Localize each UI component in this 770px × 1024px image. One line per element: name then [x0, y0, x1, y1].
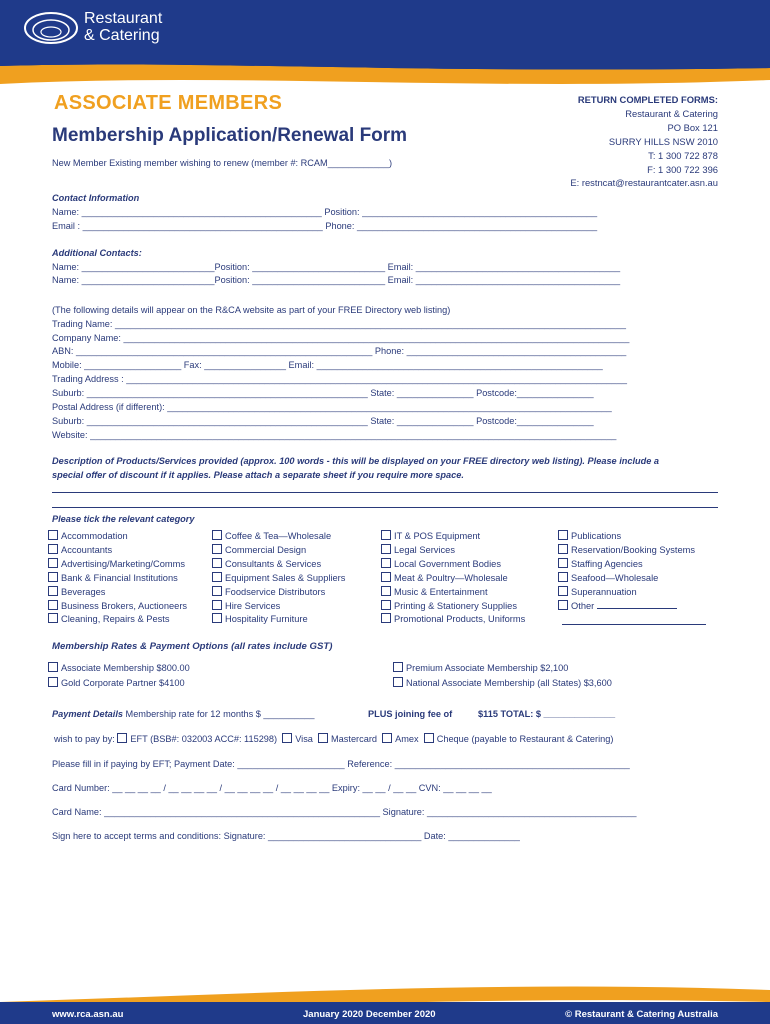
- total-field[interactable]: $115 TOTAL: $ ______________: [478, 709, 616, 719]
- logo-swirl-icon: [22, 8, 80, 48]
- category-item[interactable]: Music & Entertainment: [381, 586, 525, 600]
- category-item[interactable]: Foodservice Distributors: [212, 586, 345, 600]
- category-item[interactable]: Other: [558, 600, 695, 614]
- checkbox[interactable]: [381, 544, 391, 554]
- checkbox[interactable]: [48, 677, 58, 687]
- category-item[interactable]: IT & POS Equipment: [381, 530, 525, 544]
- checkbox[interactable]: [212, 544, 222, 554]
- sign-terms-field[interactable]: Sign here to accept terms and conditions: Signature: ______________________________ Date: ______________: [52, 831, 520, 841]
- checkbox[interactable]: [212, 558, 222, 568]
- category-col-1: [48, 530, 187, 627]
- category-item[interactable]: Bank & Financial Institutions: [48, 572, 187, 586]
- category-item[interactable]: Superannuation: [558, 586, 695, 600]
- category-item[interactable]: Hospitality Furniture: [212, 613, 345, 627]
- checkbox[interactable]: [558, 600, 568, 610]
- directory-note: (The following details will appear on the R&CA website as part of your FREE Directory web listing): [52, 305, 451, 315]
- category-col-2: [212, 530, 345, 627]
- category-item[interactable]: Legal Services: [381, 544, 525, 558]
- associate-members-title: ASSOCIATE MEMBERS: [54, 92, 283, 114]
- category-item[interactable]: Accountants: [48, 544, 187, 558]
- checkbox[interactable]: [48, 600, 58, 610]
- contact-email-field[interactable]: Email : _______________________________________________ Phone: _______________________________________________: [52, 221, 598, 231]
- return-line: F: 1 300 722 396: [647, 164, 718, 175]
- category-item[interactable]: Publications: [558, 530, 695, 544]
- checkbox[interactable]: [393, 662, 403, 672]
- category-item[interactable]: Cleaning, Repairs & Pests: [48, 613, 187, 627]
- trading-name-field[interactable]: Trading Name: ____________________________________________________________________________________________________: [52, 319, 626, 329]
- checkbox[interactable]: [48, 572, 58, 582]
- contact-name-field[interactable]: Name: _______________________________________________ Position: ______________________________________________: [52, 207, 598, 217]
- checkbox[interactable]: [381, 600, 391, 610]
- footer-copyright: © Restaurant & Catering Australia: [565, 1009, 718, 1020]
- checkbox[interactable]: [424, 733, 434, 743]
- trading-address-field[interactable]: Trading Address : __________________________________________________________________________________________________: [52, 374, 627, 384]
- description-text-2: special offer of discount if it applies. Please attach a separate sheet if you require more space.: [52, 470, 464, 480]
- card-number-field[interactable]: Card Number: __ __ __ __ / __ __ __ __ / __ __ __ __ / __ __ __ __ Expiry: __ __ / __ __ CVN: __ __ __ __: [52, 783, 492, 793]
- category-item[interactable]: Promotional Products, Uniforms: [381, 613, 525, 627]
- category-item[interactable]: Staffing Agencies: [558, 558, 695, 572]
- other-field[interactable]: [597, 608, 677, 609]
- payment-details-label: Payment Details: [52, 709, 123, 719]
- return-line: PO Box 121: [667, 122, 718, 133]
- category-item[interactable]: Consultants & Services: [212, 558, 345, 572]
- additional-row-1[interactable]: Name: __________________________Position: __________________________ Email: ________________________________________: [52, 262, 621, 272]
- category-item[interactable]: Advertising/Marketing/Comms: [48, 558, 187, 572]
- footer-date: January 2020 December 2020: [303, 1009, 436, 1020]
- checkbox[interactable]: [558, 558, 568, 568]
- logo-line2: & Catering: [84, 27, 160, 44]
- method-visa[interactable]: Visa: [295, 734, 313, 744]
- category-col-3: [381, 530, 525, 627]
- category-item[interactable]: Reservation/Booking Systems: [558, 544, 695, 558]
- rate-option[interactable]: National Associate Membership (all States) $3,600: [393, 677, 612, 689]
- checkbox[interactable]: [381, 558, 391, 568]
- return-email[interactable]: E: restncat@restaurantcater.asn.au: [570, 177, 718, 188]
- description-line[interactable]: [52, 507, 718, 508]
- category-item[interactable]: Seafood—Wholesale: [558, 572, 695, 586]
- rate-option[interactable]: Premium Associate Membership $2,100: [393, 662, 568, 674]
- checkbox[interactable]: [381, 572, 391, 582]
- postal-address-field[interactable]: Postal Address (if different): _______________________________________________________________________________________: [52, 402, 612, 412]
- category-item[interactable]: Commercial Design: [212, 544, 345, 558]
- category-item[interactable]: Coffee & Tea—Wholesale: [212, 530, 345, 544]
- payment-methods: [54, 733, 613, 745]
- contact-heading: Contact Information: [52, 193, 140, 203]
- website-field[interactable]: Website: _______________________________________________________________________________________________________: [52, 430, 617, 440]
- category-heading: Please tick the relevant category: [52, 514, 195, 524]
- other-field-line[interactable]: [562, 624, 706, 625]
- return-label: RETURN COMPLETED FORMS:: [577, 94, 718, 105]
- checkbox[interactable]: [393, 677, 403, 687]
- checkbox[interactable]: [48, 613, 58, 623]
- category-item[interactable]: Accommodation: [48, 530, 187, 544]
- checkbox[interactable]: [212, 572, 222, 582]
- eft-details-field[interactable]: Please fill in if paying by EFT; Payment Date: _____________________ Reference: ______________________________________________: [52, 759, 630, 769]
- method-cheque[interactable]: Cheque (payable to Restaurant & Catering): [436, 734, 614, 744]
- category-item[interactable]: Meat & Poultry—Wholesale: [381, 572, 525, 586]
- rate-option[interactable]: Gold Corporate Partner $4100: [48, 677, 185, 689]
- checkbox[interactable]: [212, 586, 222, 596]
- category-item[interactable]: Business Brokers, Auctioneers: [48, 600, 187, 614]
- checkbox[interactable]: [212, 530, 222, 540]
- description-text-1: Description of Products/Services provided (approx. 100 words - this will be displayed on your FREE directory web listing). Please include a: [52, 456, 660, 466]
- additional-heading: Additional Contacts:: [52, 248, 142, 258]
- checkbox[interactable]: [48, 662, 58, 672]
- abn-phone-field[interactable]: ABN: __________________________________________________________ Phone: ___________________________________________: [52, 346, 627, 356]
- checkbox[interactable]: [381, 530, 391, 540]
- logo-line1: Restaurant: [84, 10, 163, 27]
- checkbox[interactable]: [48, 530, 58, 540]
- checkbox[interactable]: [117, 733, 127, 743]
- return-line: T: 1 300 722 878: [648, 150, 718, 161]
- card-name-field[interactable]: Card Name: ______________________________________________________ Signature: _________________________________________: [52, 807, 637, 817]
- wish-to-pay-label: wish to pay by:: [54, 734, 115, 744]
- method-amex[interactable]: Amex: [395, 734, 419, 744]
- return-line: SURRY HILLS NSW 2010: [608, 136, 718, 147]
- checkbox[interactable]: [48, 544, 58, 554]
- rate-option[interactable]: Associate Membership $800.00: [48, 662, 190, 674]
- checkbox[interactable]: [558, 544, 568, 554]
- category-item[interactable]: Hire Services: [212, 600, 345, 614]
- checkbox[interactable]: [558, 530, 568, 540]
- description-line[interactable]: [52, 492, 718, 493]
- additional-row-2[interactable]: Name: __________________________Position: __________________________ Email: ________________________________________: [52, 275, 621, 285]
- checkbox[interactable]: [558, 572, 568, 582]
- rates-heading: Membership Rates & Payment Options (all rates include GST): [52, 641, 333, 652]
- method-eft[interactable]: EFT (BSB#: 032003 ACC#: 115298): [130, 734, 278, 744]
- checkbox[interactable]: [381, 586, 391, 596]
- form-title: Membership Application/Renewal Form: [52, 125, 408, 146]
- postal-suburb-field[interactable]: Suburb: _______________________________________________________ State: _______________ Postcode:_______________: [52, 416, 594, 426]
- checkbox[interactable]: [282, 733, 292, 743]
- return-line: Restaurant & Catering: [625, 108, 718, 119]
- category-item[interactable]: Printing & Stationery Supplies: [381, 600, 525, 614]
- checkbox[interactable]: [318, 733, 328, 743]
- category-col-4: [558, 530, 695, 613]
- payment-details[interactable]: Payment Details Membership rate for 12 months $ __________: [52, 709, 315, 719]
- category-item[interactable]: Beverages: [48, 586, 187, 600]
- checkbox[interactable]: [212, 613, 222, 623]
- company-name-field[interactable]: Company Name: ___________________________________________________________________________________________________: [52, 333, 630, 343]
- category-item[interactable]: Local Government Bodies: [381, 558, 525, 572]
- method-mastercard[interactable]: Mastercard: [331, 734, 377, 744]
- suburb-state-field[interactable]: Suburb: _______________________________________________________ State: _______________ Postcode:_______________: [52, 388, 594, 398]
- logo-text: [84, 10, 162, 44]
- footer-website[interactable]: www.rca.asn.au: [52, 1009, 124, 1020]
- checkbox[interactable]: [558, 586, 568, 596]
- checkbox[interactable]: [381, 613, 391, 623]
- member-status-line: New Member Existing member wishing to renew (member #: RCAM____________): [52, 158, 393, 168]
- checkbox[interactable]: [212, 600, 222, 610]
- checkbox[interactable]: [382, 733, 392, 743]
- checkbox[interactable]: [48, 586, 58, 596]
- category-item[interactable]: Equipment Sales & Suppliers: [212, 572, 345, 586]
- joining-fee-label: PLUS joining fee of: [368, 709, 453, 719]
- mobile-fax-email-field[interactable]: Mobile: ___________________ Fax: ________________ Email: ________________________________________________________: [52, 360, 603, 370]
- checkbox[interactable]: [48, 558, 58, 568]
